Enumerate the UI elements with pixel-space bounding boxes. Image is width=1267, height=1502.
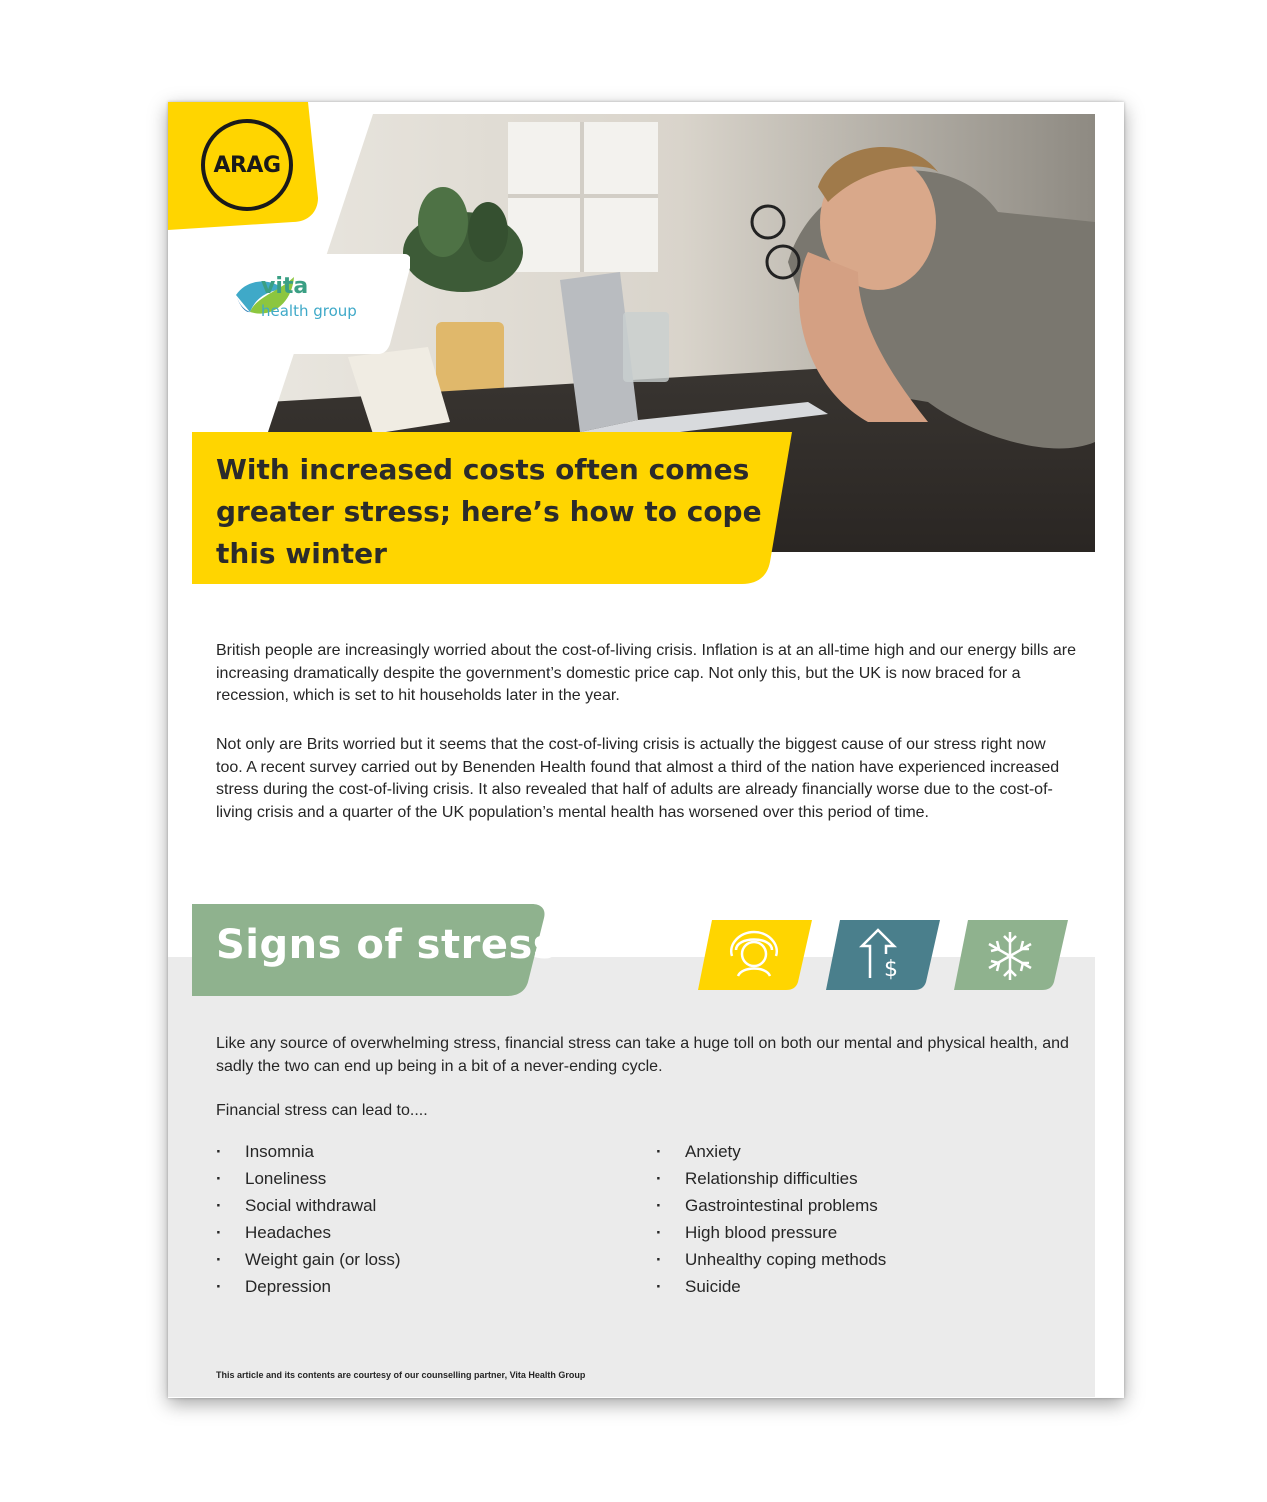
- flyer-page: [168, 102, 1124, 1398]
- list-item: · Headaches: [216, 1219, 401, 1246]
- intro-paragraph-2: Not only are Brits worried but it seems that the cost-of-living crisis is actually the biggest cause of our stress right now too. A recent survey carried out by Benenden Health found that almost a third of the nation have experienced increased stress during the cost-of-living crisis. It also revealed that half of adults are already financially worse due to the cost-of-living crisis and a quarter of the UK population’s mental health has worsened over this period of time.: [216, 736, 1060, 821]
- section-title: Signs of stress: [216, 922, 558, 968]
- svg-text:$: $: [884, 957, 898, 982]
- arag-logo-text: ARAG: [213, 152, 281, 178]
- symptom-list-left: [216, 1138, 401, 1300]
- list-item: · Depression: [216, 1273, 401, 1300]
- signs-lead: Financial stress can lead to....: [216, 1102, 428, 1119]
- list-item: · Suicide: [656, 1273, 886, 1300]
- list-item: · Unhealthy coping methods: [656, 1246, 886, 1273]
- list-item: · Anxiety: [656, 1138, 886, 1165]
- list-item: · Relationship difficulties: [656, 1165, 886, 1192]
- footnote: This article and its contents are courtesy of our counselling partner, Vita Health Group: [216, 1370, 586, 1380]
- list-item: · Gastrointestinal problems: [656, 1192, 886, 1219]
- vita-logo-name: vita: [261, 274, 309, 299]
- page-title: With increased costs often comes greater stress; here’s how to cope this winter: [216, 453, 762, 570]
- symptom-list-right: [656, 1138, 886, 1300]
- list-item: · Insomnia: [216, 1138, 401, 1165]
- signs-intro: Like any source of overwhelming stress, financial stress can take a huge toll on both our mental and physical health, and sadly the two can end up being in a bit of a never-ending cycle.: [216, 1035, 1069, 1075]
- list-item: · High blood pressure: [656, 1219, 886, 1246]
- list-item: · Social withdrawal: [216, 1192, 401, 1219]
- rising-cost-icon: [826, 920, 940, 990]
- arag-logo: [201, 119, 293, 211]
- stressed-head-icon: [698, 920, 812, 990]
- snowflake-icon: [954, 920, 1068, 990]
- intro-paragraph-1: British people are increasingly worried about the cost-of-living crisis. Inflation is at an all-time high and our energy bills are increasing dramatically despite the government’s domestic price cap. Not only this, but the UK is now braced for a recession, which is set to hit households later in the year.: [216, 642, 1076, 704]
- vita-logo-subtitle: health group: [261, 302, 357, 320]
- list-item: · Weight gain (or loss): [216, 1246, 401, 1273]
- list-item: · Loneliness: [216, 1165, 401, 1192]
